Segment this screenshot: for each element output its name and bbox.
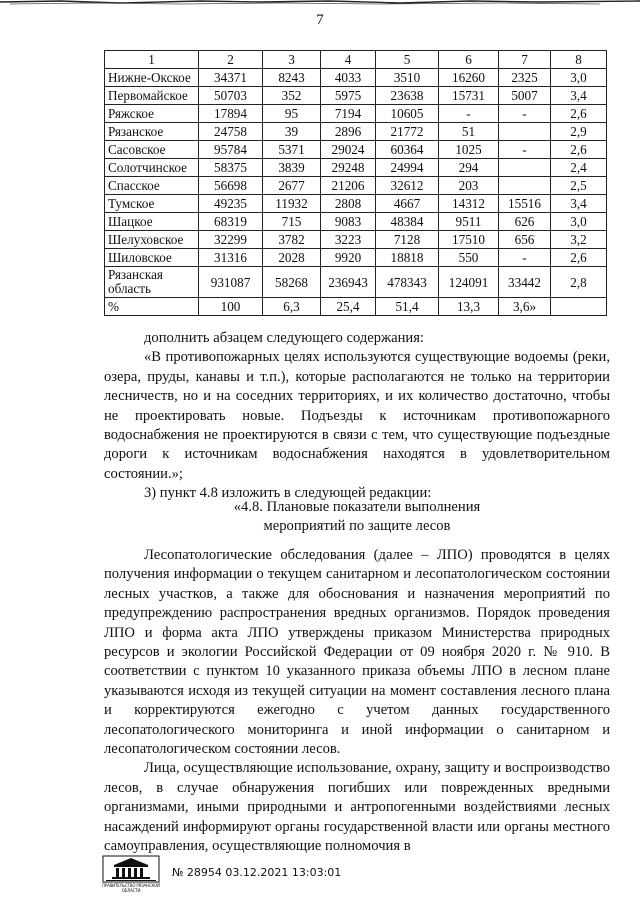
table-cell: 58375 [199, 159, 263, 177]
table-cell: 3,0 [551, 69, 607, 87]
table-cell: Шацкое [105, 213, 199, 231]
table-cell: 2028 [263, 249, 321, 267]
paragraph: Лица, осуществляющие использование, охрану, защиту и воспроизводство лесов, в случае обнаружения погибших или поврежденных вредными организмами, иными природными и антропогенными воздействиями лесных насаждений информируют органы государственной власти или органы местного самоуправления, осуществляющие полномочия в [104, 760, 610, 855]
table-cell: 7194 [321, 105, 376, 123]
table-cell: 626 [499, 213, 551, 231]
table-cell: 24758 [199, 123, 263, 141]
table-cell: 931087 [199, 267, 263, 298]
paragraph: дополнить абзацем следующего содержания: [144, 330, 424, 346]
table-cell: 2808 [321, 195, 376, 213]
table-cell: 49235 [199, 195, 263, 213]
forest-data-table [104, 50, 607, 316]
scan-edge-artifact [0, 0, 640, 6]
column-header: 5 [376, 51, 439, 69]
table-row-total [105, 267, 607, 298]
table-cell: 95784 [199, 141, 263, 159]
table-cell: 25,4 [321, 298, 376, 316]
table-cell: 15516 [499, 195, 551, 213]
table-cell: 5007 [499, 87, 551, 105]
table-cell: 3,0 [551, 213, 607, 231]
table-cell [499, 177, 551, 195]
table-row [105, 141, 607, 159]
table-cell: 18818 [376, 249, 439, 267]
heading-line: мероприятий по защите лесов [263, 518, 451, 535]
table-cell: 2325 [499, 69, 551, 87]
table-cell: 3,6» [499, 298, 551, 316]
table-cell: - [499, 141, 551, 159]
table-cell: 51 [439, 123, 499, 141]
table-cell: 32299 [199, 231, 263, 249]
table-cell: 34371 [199, 69, 263, 87]
table-cell: Солотчинское [105, 159, 199, 177]
table-cell: - [499, 105, 551, 123]
table-cell: 478343 [376, 267, 439, 298]
document-registration-stamp: № 28954 03.12.2021 13:03:01 [172, 866, 342, 879]
table-cell: 50703 [199, 87, 263, 105]
table-cell: Спасское [105, 177, 199, 195]
table-cell: 8243 [263, 69, 321, 87]
table-cell: 14312 [439, 195, 499, 213]
table-cell: Сасовское [105, 141, 199, 159]
table-cell: 15731 [439, 87, 499, 105]
table-cell: 17894 [199, 105, 263, 123]
table-cell: 236943 [321, 267, 376, 298]
table-cell: Рязанская область [105, 267, 199, 298]
table-cell: 32612 [376, 177, 439, 195]
table-cell: - [499, 249, 551, 267]
table-cell: 29248 [321, 159, 376, 177]
column-header: 6 [439, 51, 499, 69]
page-number: 7 [316, 12, 324, 28]
table-row [105, 159, 607, 177]
table-cell [499, 159, 551, 177]
table-cell: 51,4 [376, 298, 439, 316]
column-header: 1 [105, 51, 199, 69]
table-cell: 95 [263, 105, 321, 123]
table-cell: Нижне-Окское [105, 69, 199, 87]
section-heading [104, 498, 610, 537]
table-cell: 48384 [376, 213, 439, 231]
table-cell: 124091 [439, 267, 499, 298]
column-header: 3 [263, 51, 321, 69]
table-cell: 2,6 [551, 105, 607, 123]
table-cell: 13,3 [439, 298, 499, 316]
paragraph: Лесопатологические обследования (далее – ЛПО) проводятся в целях получения информации о текущем санитарном и лесопатологическом состоянии лесных участков, а также для обоснования и назначения мероприятий по предупреждению распространения вредных организмов. Порядок проведения ЛПО и форма акта ЛПО утверждены приказом Министерства природных ресурсов и экологии Российской Федерации от 09 ноября 2020 г. № 910. В соответствии с пунктом 10 указанного приказа объемы ЛПО в лесном плане указываются исходя из текущей ситуации на момент составления лесного плана и корректируются ежегодно с учетом данных государственного лесопатологического мониторинга и иной информации о санитарном и лесопатологическом состоянии лесов. [104, 547, 610, 758]
body-text-upper [104, 329, 610, 504]
table-cell: 294 [439, 159, 499, 177]
table-row-percent [105, 298, 607, 316]
table-cell: 68319 [199, 213, 263, 231]
footer [102, 852, 402, 892]
table-cell: 2,8 [551, 267, 607, 298]
table-cell: 2896 [321, 123, 376, 141]
paragraph-quote: «В противопожарных целях используются существующие водоемы (реки, озера, пруды, канавы и т.п.), которые располагаются не только на территории лесничеств, но и на соседних территориях, и их количество достаточно, чтобы не проектировать новые. Подъезды к источникам противопожарного водоснабжения не проектируются в связи с тем, что существующие подъездные дороги к источникам водоснабжения находятся в удовлетворительном состоянии.»; [104, 349, 610, 482]
table-cell: 24994 [376, 159, 439, 177]
table-cell: 56698 [199, 177, 263, 195]
table-row [105, 123, 607, 141]
table-cell: 3782 [263, 231, 321, 249]
table-cell: Рязанское [105, 123, 199, 141]
table-cell: % [105, 298, 199, 316]
table-row [105, 195, 607, 213]
table-row [105, 105, 607, 123]
table-cell: 16260 [439, 69, 499, 87]
table-cell: 3839 [263, 159, 321, 177]
table-cell: 3223 [321, 231, 376, 249]
column-header: 2 [199, 51, 263, 69]
table-cell: 2,6 [551, 141, 607, 159]
table-row [105, 231, 607, 249]
table-row [105, 69, 607, 87]
table-cell: 656 [499, 231, 551, 249]
table-cell: 9511 [439, 213, 499, 231]
table-cell [551, 298, 607, 316]
table-cell: 203 [439, 177, 499, 195]
table-cell: 2,9 [551, 123, 607, 141]
table-cell: 21772 [376, 123, 439, 141]
table-cell: 715 [263, 213, 321, 231]
emblem-caption: ПРАВИТЕЛЬСТВО РЯЗАНСКОЙ ОБЛАСТИ [102, 883, 160, 893]
column-header: 8 [551, 51, 607, 69]
table-cell: 58268 [263, 267, 321, 298]
table-cell: 4667 [376, 195, 439, 213]
table-cell: 2,4 [551, 159, 607, 177]
table-cell: 9083 [321, 213, 376, 231]
table-cell: 352 [263, 87, 321, 105]
table-cell: Тумское [105, 195, 199, 213]
table-cell [499, 123, 551, 141]
paragraph: 3) пункт 4.8 изложить в следующей редакции: [144, 485, 432, 502]
table-cell: 7128 [376, 231, 439, 249]
table-cell: 31316 [199, 249, 263, 267]
table-row [105, 177, 607, 195]
table-cell: 550 [439, 249, 499, 267]
column-header: 7 [499, 51, 551, 69]
table-cell: 6,3 [263, 298, 321, 316]
column-header: 4 [321, 51, 376, 69]
table-cell: 100 [199, 298, 263, 316]
table-cell: 2677 [263, 177, 321, 195]
table-header-row [105, 51, 607, 69]
heading-line: «4.8. Плановые показатели выполнения [233, 499, 481, 515]
table-cell: 11932 [263, 195, 321, 213]
table-cell: Шелуховское [105, 231, 199, 249]
table-cell: 21206 [321, 177, 376, 195]
table-row [105, 213, 607, 231]
table-cell: 2,5 [551, 177, 607, 195]
body-text-lower [104, 546, 610, 857]
table-cell: Ряжское [105, 105, 199, 123]
table-cell: 9920 [321, 249, 376, 267]
table-cell: Первомайское [105, 87, 199, 105]
table-cell: 60364 [376, 141, 439, 159]
table-cell: 39 [263, 123, 321, 141]
table-cell: 1025 [439, 141, 499, 159]
table-cell: 33442 [499, 267, 551, 298]
table-cell: 3,2 [551, 231, 607, 249]
table-cell: Шиловское [105, 249, 199, 267]
table-cell: 4033 [321, 69, 376, 87]
table-cell: 5371 [263, 141, 321, 159]
table-cell: 17510 [439, 231, 499, 249]
table-row [105, 87, 607, 105]
table-cell: 5975 [321, 87, 376, 105]
table-cell: 29024 [321, 141, 376, 159]
table-cell: 10605 [376, 105, 439, 123]
table-cell: 3,4 [551, 87, 607, 105]
table-cell: - [439, 105, 499, 123]
table-cell: 3,4 [551, 195, 607, 213]
table-cell: 2,6 [551, 249, 607, 267]
table-row [105, 249, 607, 267]
table-cell: 23638 [376, 87, 439, 105]
table-cell: 3510 [376, 69, 439, 87]
